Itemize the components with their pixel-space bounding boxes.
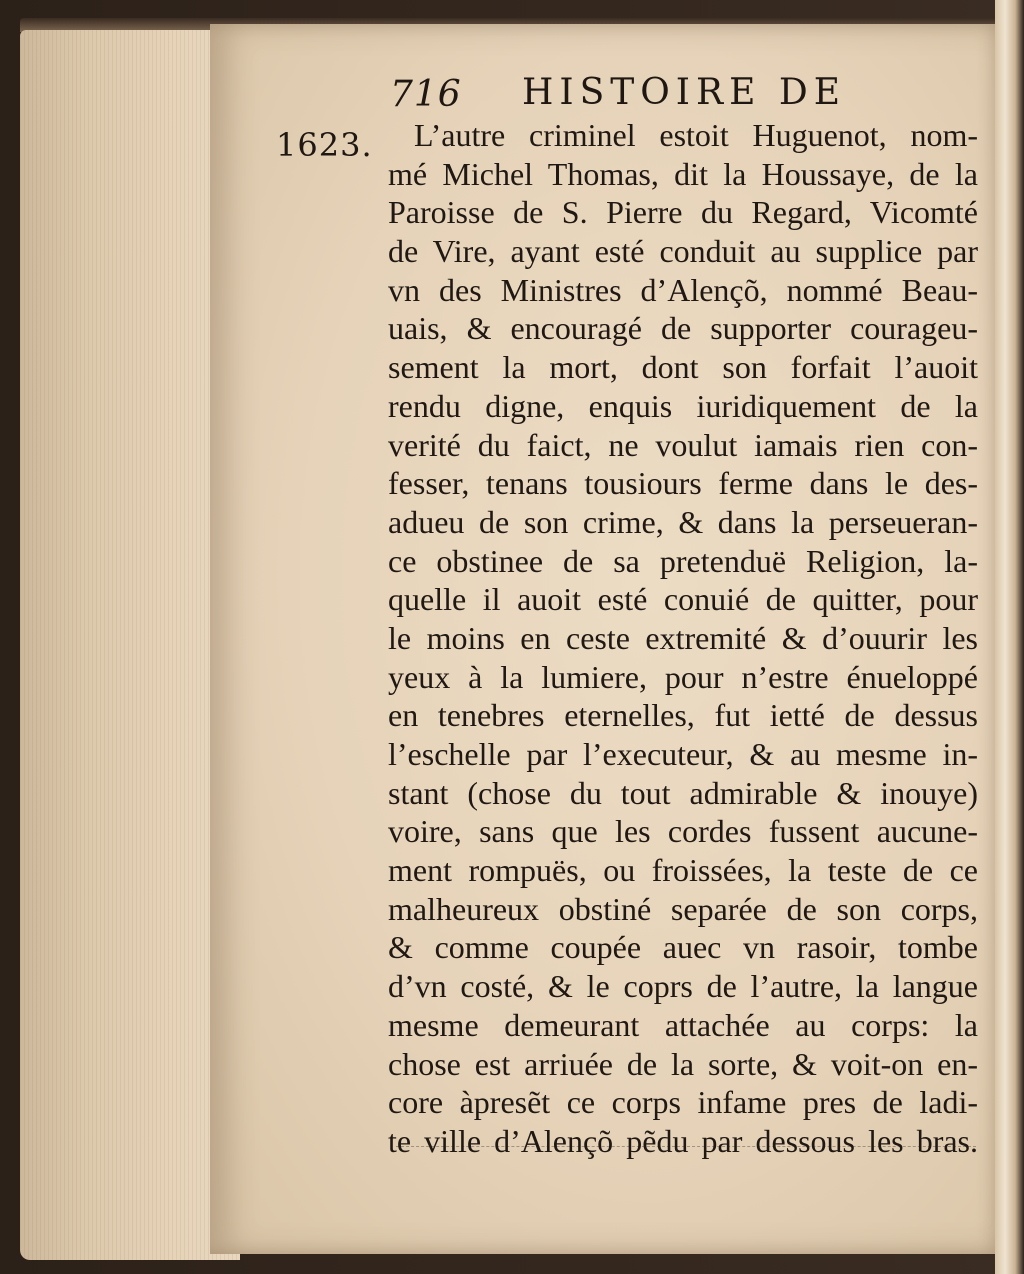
text-line: de Vire, ayant esté conduit au supplice par [388,233,978,270]
page-number: 716 [390,74,462,115]
text-line: malheureux obstiné separée de son corps, [388,890,978,927]
text-line: stant (chose du tout admirable & inouye) [388,774,978,811]
text-line: mé Michel Thomas, dit la Houssaye, de la [388,155,978,192]
text-line: voire, sans que les cordes fussent aucune- [388,813,978,850]
text-line: ce obstinee de sa pretenduë Religion, la- [388,542,978,579]
footer-rule [396,1146,976,1147]
text-line: vn des Ministres d’Alençõ, nommé Beau- [388,271,978,308]
text-line: ment rompuës, ou froissées, la teste de ce [388,852,978,889]
text-line: verité du faict, ne voulut iamais rien con- [388,426,978,463]
text-line: en tenebres eternelles, fut ietté de dessus [388,697,978,734]
text-line: fesser, tenans tousiours ferme dans le des- [388,465,978,502]
text-line: l’eschelle par l’executeur, & au mesme in- [388,736,978,772]
text-line: le moins en ceste extremité & d’ouurir les [388,619,978,656]
margin-year-note: 1623. [276,126,373,164]
text-line: d’vn costé, & le coprs de l’autre, la langue [388,968,978,1005]
page-block-edges [20,30,240,1260]
gutter-edge [995,0,1024,1274]
text-line: adueu de son crime, & dans la perseueran- [388,503,978,540]
text-line: mesme demeurant attachée au corps: la [388,1006,978,1043]
text-line: te ville d’Alençõ pẽdu par dessous les bras. [388,1122,978,1159]
text-line: core àpresẽt ce corps infame pres de ladi- [388,1084,978,1121]
text-line: Paroisse de S. Pierre du Regard, Vicomté [388,194,978,231]
text-line: sement la mort, dont son forfait l’auoit [388,349,978,386]
text-line: quelle il auoit esté conuié de quitter, pour [388,581,978,618]
text-line: L’autre criminel estoit Huguenot, nom- [414,117,978,153]
text-line: yeux à la lumiere, pour n’estre énueloppé [388,658,978,695]
text-line: chose est arriuée de la sorte, & voit-on en- [388,1045,978,1082]
text-line: uais, & encouragé de supporter courageu- [388,310,978,347]
text-line: & comme coupée auec vn rasoir, tombe [388,929,978,966]
page-header [390,72,870,122]
running-title: HISTOIRE DE [522,72,846,113]
text-line: rendu digne, enquis iuridiquement de la [388,387,978,424]
body-text [388,116,978,1161]
